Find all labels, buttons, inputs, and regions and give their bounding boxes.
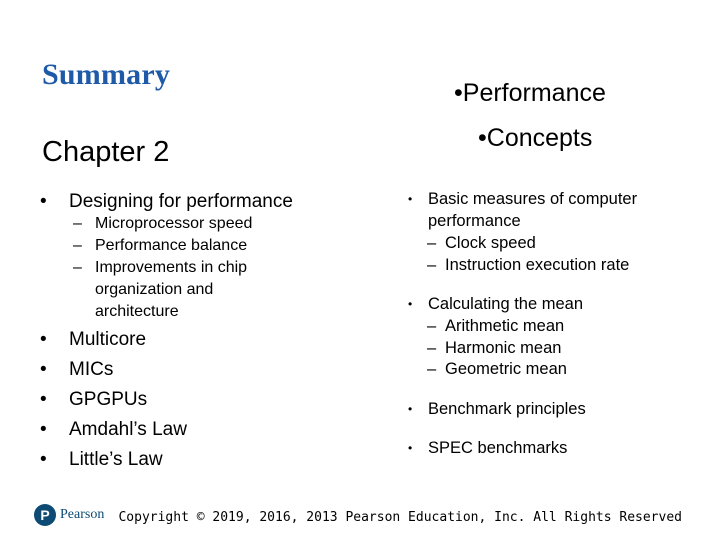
list-item (40, 359, 114, 381)
heading-bullet: • (454, 79, 463, 107)
logo-glyph: P (40, 507, 50, 523)
bullet-marker: • (40, 191, 47, 212)
list-item (40, 419, 187, 441)
slide-title: Summary (42, 58, 171, 91)
sub-item-label: Performance balance (95, 237, 248, 254)
sub-list-item (73, 213, 253, 235)
sub-item-continuation: organization and (95, 281, 214, 298)
sub-item-label: Harmonic mean (445, 339, 562, 357)
list-item-label: MICs (69, 359, 114, 380)
list-item-label: Multicore (69, 329, 147, 350)
list-item (40, 389, 148, 411)
list-item-label: SPEC benchmarks (428, 439, 568, 457)
list-item-label: Little’s Law (69, 449, 163, 470)
list-item (408, 188, 638, 210)
bullet-marker: • (408, 297, 413, 311)
sub-item-label: Clock speed (445, 234, 536, 252)
sub-item-label: Geometric mean (445, 360, 567, 378)
list-item (408, 293, 584, 315)
sub-item-continuation: architecture (95, 303, 179, 320)
list-item (40, 449, 163, 471)
sub-list-item (73, 235, 248, 257)
sub-item-label: Instruction execution rate (445, 256, 630, 274)
sub-item-label: Improvements in chip (95, 259, 248, 276)
dash-marker: – (73, 237, 82, 254)
list-item (40, 329, 147, 351)
list-item (40, 191, 293, 213)
list-item-label: Calculating the mean (428, 295, 584, 313)
bullet-marker: • (408, 192, 413, 206)
sub-list-item (427, 358, 567, 380)
copyright-notice: Copyright © 2019, 2016, 2013 Pearson Education, Inc. All Rights Reserved (118, 510, 682, 525)
list-item-label: Designing for performance (69, 191, 293, 212)
list-item-continuation: performance (428, 212, 521, 230)
heading-bullet: • (478, 124, 487, 152)
bullet-marker: • (408, 402, 413, 416)
concepts-heading (478, 124, 592, 153)
sub-item-label: Microprocessor speed (95, 215, 253, 232)
sub-list-item (427, 232, 536, 254)
list-item-label: Amdahl’s Law (69, 419, 187, 440)
bullet-marker: • (40, 329, 47, 350)
dash-marker: – (73, 259, 82, 276)
performance-heading-label: Performance (462, 79, 606, 107)
dash-marker: – (427, 339, 437, 357)
sub-list-item (427, 337, 562, 359)
sub-list-item (427, 315, 565, 337)
list-item-label: Benchmark principles (428, 400, 586, 418)
chapter-subtitle: Chapter 2 (42, 136, 170, 168)
list-item-label: GPGPUs (69, 389, 148, 410)
list-item-label: Basic measures of computer (428, 190, 638, 208)
bullet-marker: • (40, 419, 47, 440)
sub-list-item (73, 257, 248, 279)
concepts-heading-label: Concepts (486, 124, 593, 152)
sub-list-item (427, 254, 630, 276)
list-item (408, 437, 568, 459)
dash-marker: – (427, 234, 437, 252)
performance-heading (454, 79, 606, 108)
sub-item-label: Arithmetic mean (445, 317, 565, 335)
dash-marker: – (73, 215, 82, 232)
bullet-marker: • (40, 389, 47, 410)
dash-marker: – (427, 317, 437, 335)
bullet-marker: • (408, 441, 413, 455)
logo-wordmark: Pearson (60, 507, 105, 522)
bullet-marker: • (40, 449, 47, 470)
dash-marker: – (427, 256, 437, 274)
dash-marker: – (427, 360, 437, 378)
bullet-marker: • (40, 359, 47, 380)
list-item (408, 398, 586, 420)
